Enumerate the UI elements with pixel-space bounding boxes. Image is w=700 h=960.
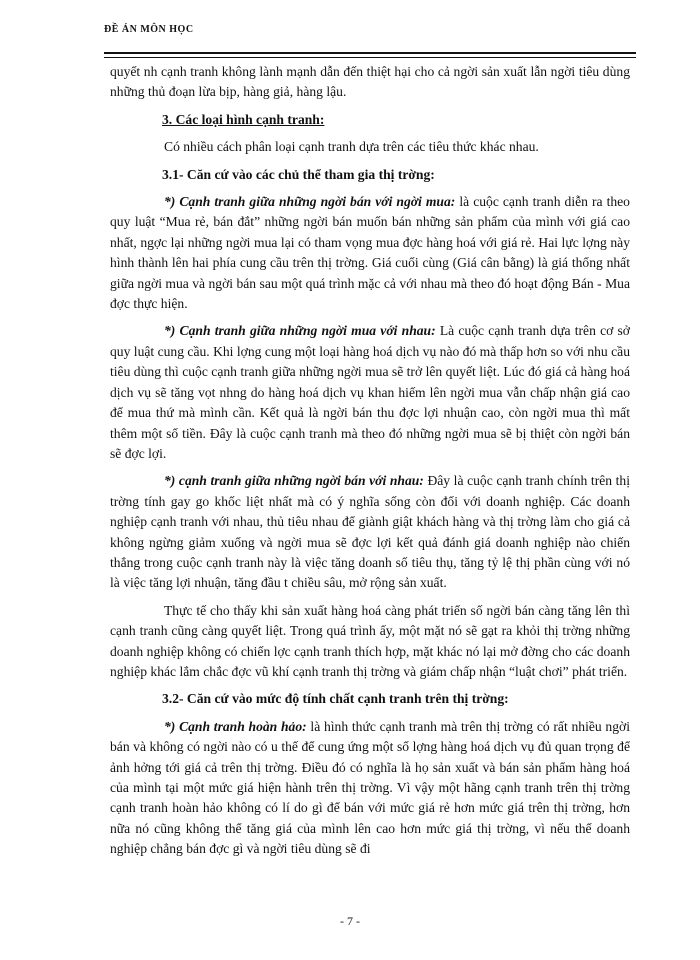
paragraph-seller-buyer: *) Cạnh tranh giữa những ngời bán với ngời mua: là cuộc cạnh tranh diễn ra theo quy luật “Mua rẻ, bán đắt” những ngời bán muốn bán những sản phẩm của mình với giá cao nhất, ngợc lại những ngời mua lại có tham vọng mua đợc hàng hoá với giá rẻ. Hai lực lợng này hình thành lên hai phía cung cầu trên thị trờng. Giá cuối cùng (Giá cân bằng) là giá thống nhất giữa ngời mua và ngời bán sau một quá trình mặc cả với nhau mà theo đó hoạt động Bán - Mua đợc thực hiện. (110, 194, 630, 312)
paragraph-sellers: *) cạnh tranh giữa những ngời bán với nhau: Đây là cuộc cạnh tranh chính trên thị trờng tính gay go khốc liệt nhất mà có ý nghĩa sống còn đối với doanh nghiệp. Các doanh nghiệp cạnh tranh với nhau, thủ tiêu nhau để giành giật khách hàng và thị trờng làm cho giá cả không ngừng giảm xuống và ngời mua sẽ đợc lợi kết quả đánh giá doanh nghiệp nào chiến thắng trong cuộc cạnh tranh này là việc tăng doanh số tiêu thụ, tăng tỷ lệ thị phần cùng với nó là việc tăng lợi nhuận, tăng đầu t chiều sâu, mở rộng sản xuất. (110, 473, 630, 591)
header-rule-thin (104, 57, 636, 58)
document-body (110, 62, 630, 860)
term-sellers: *) cạnh tranh giữa những ngời bán với nhau: (164, 473, 424, 489)
section-3-1-heading: 3.1- Căn cứ vào các chủ thể tham gia thị trờng: (162, 166, 435, 182)
page-number: - 7 - (340, 914, 360, 928)
section-3-heading: 3. Các loại hình cạnh tranh: (162, 111, 325, 127)
term-perfect-competition: *) Cạnh tranh hoàn hảo: (164, 718, 307, 734)
paragraph-perfect-competition: *) Cạnh tranh hoàn hảo: là hình thức cạnh tranh mà trên thị trờng có rất nhiều ngời bán và không có ngời nào có u thế để cung ứng một số lợng hàng hoá dịch vụ đủ quan trọng để ảnh hởng tới giá cả trên thị trờng. Điều đó có nghĩa là họ sản xuất và bán sản phẩm hàng hoá của mình tại một mức giá hiện hành trên thị trờng. Vì vậy một hãng cạnh tranh trên thị trờng cạnh tranh hoàn hảo không có lí do gì để bán với mức giá rẻ hơn mức giá trên thị trờng, hơn nữa nó cũng không thể tăng giá của mình lên cao hơn mức giá thị trờng, vì nếu thế doanh nghiệp chẳng bán đợc gì và ngời tiêu dùng sẽ đi (110, 718, 630, 857)
term-buyers: *) Cạnh tranh giữa những ngời mua với nhau: (164, 323, 436, 339)
section-3-2-heading: 3.2- Căn cứ vào mức độ tính chất cạnh tranh trên thị trờng: (162, 691, 509, 707)
paragraph-buyers: *) Cạnh tranh giữa những ngời mua với nhau: Là cuộc cạnh tranh dựa trên cơ sở quy luật cung cầu. Khi lợng cung một loại hàng hoá dịch vụ nào đó mà thấp hơn so với nhu cầu tiêu dùng thì cuộc cạnh tranh giữa những ngời mua sẽ trở lên quyết liệt. Lúc đó giá cả hàng hoá dịch vụ sẽ tăng vọt nhng do hàng hoá dịch vụ khan hiếm lên ngời mua vẫn chấp nhận giá cao để mua thứ mà mình cần. Kết quả là ngời bán thu đợc lợi nhuận cao, còn ngời mua thì mất thêm một số tiền. Đây là cuộc cạnh tranh mà theo đó những ngời mua sẽ bị thiệt còn ngời bán sẽ đợc lợi. (110, 323, 630, 461)
header-rule-thick (104, 52, 636, 54)
intro-paragraph: quyết nh cạnh tranh không lành mạnh dẫn đến thiệt hại cho cả ngời sản xuất lẫn ngời tiêu dùng những thủ đoạn lừa bịp, hàng giả, hàng lậu. (110, 64, 630, 100)
section-3-intro: Có nhiều cách phân loại cạnh tranh dựa trên các tiêu thức khác nhau. (164, 139, 539, 155)
document-header: ĐỀ ÁN MÔN HỌC (104, 24, 194, 35)
term-seller-buyer: *) Cạnh tranh giữa những ngời bán với ngời mua: (164, 194, 456, 210)
paragraph-reality: Thực tế cho thấy khi sản xuất hàng hoá càng phát triển số ngời bán càng tăng lên thì cạnh tranh cũng càng quyết liệt. Trong quá trình ấy, một mặt nó sẽ gạt ra khỏi thị trờng những doanh nghiệp không có chiến lợc cạnh tranh thích hợp, mặt khác nó lại mở đờng cho các doanh nghiệp khác lắm chắc đợc vũ khí cạnh tranh thị trờng và giám chấp nhận “luật chơi” phát triển. (110, 602, 630, 679)
